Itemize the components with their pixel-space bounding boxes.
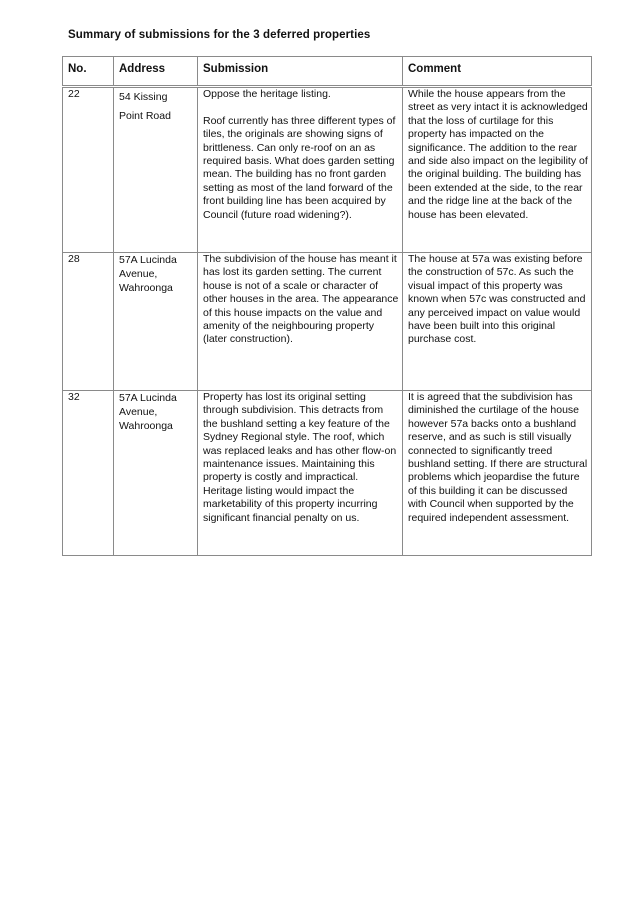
- cell-submission: [198, 253, 403, 391]
- address-line: Wahroonga: [119, 420, 173, 432]
- submission-paragraph: Roof currently has three different types of tiles, the originals are showing signs of brittleness. Can only re-roof on an as required basis. What does garden setting mean. The building has no front garden setting as most of the land forward of the front building line has been acquired by Council (future road widening?).: [203, 114, 396, 221]
- address-line: 54 Kissing: [119, 91, 168, 103]
- submission-paragraph: Oppose the heritage listing.: [203, 88, 331, 100]
- table-row: [63, 87, 592, 253]
- table-header-row: [63, 57, 592, 87]
- paragraph-gap: [203, 101, 399, 114]
- cell-address: [114, 87, 198, 253]
- cell-address: [114, 391, 198, 556]
- cell-address: [114, 253, 198, 391]
- table-row: [63, 253, 592, 391]
- cell-no: 28: [63, 253, 114, 391]
- address-line: Avenue,: [119, 268, 158, 280]
- header-no: No.: [63, 57, 114, 87]
- address-line: Wahroonga: [119, 282, 173, 294]
- address-line: Avenue,: [119, 406, 158, 418]
- cell-no: 22: [63, 87, 114, 253]
- header-submission: Submission: [198, 57, 403, 87]
- header-address: Address: [114, 57, 198, 87]
- cell-submission: [198, 87, 403, 253]
- submission-paragraph: The subdivision of the house has meant it has lost its garden setting. The current house is not of a scale or character of other houses in the area. The appearance of this house impacts on the value and amenity of the neighbouring property (later construction).: [203, 253, 399, 346]
- cell-comment: It is agreed that the subdivision has diminished the curtilage of the house however 57a backs onto a bushland reserve, and as such is still visually connected to significantly treed bushland setting. If there are structural problems which jeopardise the future of this building it can be discussed with Council when supported by the required independent assessment.: [403, 391, 592, 556]
- cell-comment: While the house appears from the street as very intact it is acknowledged that the loss of curtilage for this property has impacted on the significance. The addition to the rear and side also impact on the legibility of the original building. The building has been extended at the side, to the rear and the ridge line at the back of the house has been elevated.: [403, 87, 592, 253]
- submission-paragraph: Property has lost its original setting through subdivision. This detracts from the bushland setting a key feature of the Sydney Regional style. The roof, which was replaced leaks and has other flow-on maintenance issues. Maintaining this property is costly and impractical. Heritage listing would impact the marketability of this property incurring significant financial penalty on us.: [203, 391, 397, 524]
- cell-comment: The house at 57a was existing before the construction of 57c. As such the visual impact of this property was known when 57c was constructed and any perceived impact on value would have been built into this original purchase cost.: [403, 253, 592, 391]
- page-title: Summary of submissions for the 3 deferred properties: [68, 29, 371, 41]
- table-row: [63, 391, 592, 556]
- submissions-table: [62, 56, 592, 556]
- address-line: Point Road: [119, 110, 171, 122]
- header-comment: Comment: [403, 57, 592, 87]
- address-line: 57A Lucinda: [119, 392, 177, 404]
- cell-no: 32: [63, 391, 114, 556]
- address-line: 57A Lucinda: [119, 254, 177, 266]
- cell-submission: [198, 391, 403, 556]
